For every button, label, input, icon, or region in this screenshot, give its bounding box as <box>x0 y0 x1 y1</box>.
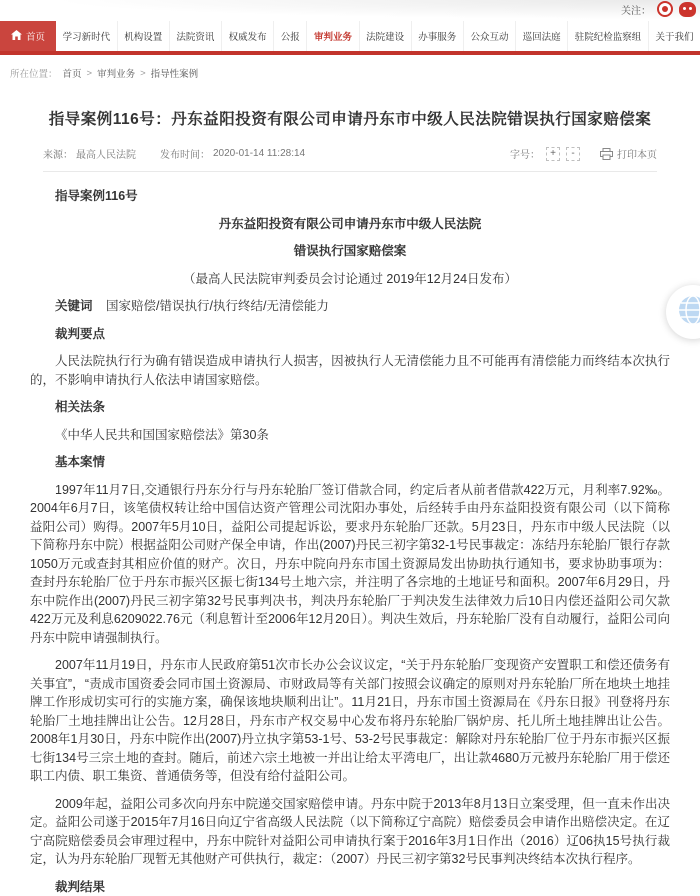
nav-item-court-construction[interactable]: 法院建设 <box>360 21 412 51</box>
follow-group <box>621 1 696 17</box>
case-number: 指导案例116号 <box>30 187 670 206</box>
nav-item-label: 首页 <box>26 29 45 43</box>
breadcrumb-separator: > <box>140 68 146 79</box>
meta-source-time <box>43 146 305 161</box>
breadcrumb-link-guiding-cases[interactable]: 指导性案例 <box>151 66 199 80</box>
printer-icon <box>600 148 613 160</box>
top-strip <box>0 0 700 21</box>
article-meta <box>43 146 657 172</box>
main-nav <box>0 21 700 55</box>
nav-item-circuit-courts[interactable]: 巡回法庭 <box>516 21 568 51</box>
article <box>0 107 700 896</box>
nav-item-study-new-era[interactable]: 学习新时代 <box>56 21 118 51</box>
font-size-label: 字号： <box>510 146 540 161</box>
meta-tools <box>510 146 657 161</box>
home-icon <box>11 30 22 43</box>
print-label: 打印本页 <box>617 146 657 161</box>
document-body <box>30 187 670 896</box>
page-title: 指导案例116号：丹东益阳投资有限公司申请丹东市中级人民法院错误执行国家赔偿案 <box>30 107 670 129</box>
basic-facts-paragraph-3: 2009年起，益阳公司多次向丹东中院递交国家赔偿申请。丹东中院于2013年8月13日立案受理，但一直未作出决定。益阳公司遂于2015年7月16日向辽宁省高级人民法院（以下简称辽宁高院）赔偿委员会申请作出赔偿决定。在辽宁高院赔偿委员会审理过程中，丹东中院针对益阳公司申请执行案于2016年3月1日作出（2016）辽06执15号执行裁定，认为丹东轮胎厂现暂无其他财产可供执行，裁定：（2007）丹民三初字第32号民事判决终结本次执行程序。 <box>30 795 670 869</box>
section-heading-basic-facts: 基本案情 <box>30 453 670 472</box>
case-title-line1: 丹东益阳投资有限公司申请丹东市中级人民法院 <box>30 215 670 234</box>
nav-item-home[interactable] <box>0 21 56 51</box>
nav-item-authoritative-release[interactable]: 权威发布 <box>222 21 274 51</box>
judgment-points-text: 人民法院执行行为确有错误造成申请执行人损害，因被执行人无清偿能力且不可能再有清偿能力而终结本次执行的，不影响申请执行人依法申请国家赔偿。 <box>30 352 670 389</box>
print-button[interactable] <box>600 146 657 161</box>
source-value: 最高人民法院 <box>76 146 136 161</box>
nav-item-organization[interactable]: 机构设置 <box>118 21 170 51</box>
breadcrumb-label: 所在位置： <box>10 66 58 80</box>
publish-time-label: 发布时间： <box>160 146 210 161</box>
breadcrumb <box>10 66 700 80</box>
case-title-line2: 错误执行国家赔偿案 <box>30 242 670 261</box>
wechat-icon[interactable] <box>679 2 696 17</box>
follow-label: 关注： <box>621 2 651 17</box>
basic-facts-paragraph-1: 1997年11月7日,交通银行丹东分行与丹东轮胎厂签订借款合同，约定后者从前者借款422万元，月利率7.92‰。2004年6月7日，该笔债权转让给中国信达资产管理公司沈阳办事处，后经转手由丹东益阳投资有限公司（以下简称益阳公司）购得。2007年5月10日，益阳公司提起诉讼，要求丹东轮胎厂还款。5月23日，丹东市中级人民法院（以下简称丹东中院）根据益阳公司财产保全申请，作出(2007)丹民三初字第32-1号民事裁定：冻结丹东轮胎厂银行存款1050万元或查封其相应价值的财产。次日，丹东中院向丹东市国土资源局发出协助执行通知书，要求协助事项为：查封丹东轮胎厂位于丹东市振兴区振七街134号土地六宗，并注明了各宗地的土地证号和面积。2007年6月29日，丹东中院作出(2007)丹民三初字第32号民事判决书，判决丹东轮胎厂于判决发生法律效力后10日内偿还益阳公司欠款422万元及利息6209022.76元（利息暂计至2006年12月20日）。判决生效后，丹东轮胎厂没有自动履行，益阳公司向丹东中院申请强制执行。 <box>30 481 670 648</box>
nav-item-gazette[interactable]: 公报 <box>274 21 307 51</box>
globe-icon <box>678 295 700 330</box>
section-heading-judgment-result: 裁判结果 <box>30 878 670 896</box>
breadcrumb-link-trial-work[interactable]: 审判业务 <box>97 66 135 80</box>
section-heading-related-law: 相关法条 <box>30 398 670 417</box>
publish-time-value: 2020-01-14 11:28:14 <box>213 148 305 159</box>
font-decrease-button[interactable]: - <box>566 147 580 161</box>
breadcrumb-link-home[interactable]: 首页 <box>63 66 82 80</box>
nav-item-court-news[interactable]: 法院资讯 <box>170 21 222 51</box>
nav-item-discipline-inspection[interactable]: 驻院纪检监察组 <box>568 21 649 51</box>
font-increase-button[interactable]: + <box>546 147 560 161</box>
keywords-value: 国家赔偿/错误执行/执行终结/无清偿能力 <box>106 299 329 313</box>
section-heading-judgment-points: 裁判要点 <box>30 325 670 344</box>
source-label: 来源： <box>43 146 73 161</box>
nav-item-trial-work[interactable]: 审判业务 <box>307 21 359 51</box>
nav-item-public-interaction[interactable]: 公众互动 <box>464 21 516 51</box>
breadcrumb-separator: > <box>87 68 93 79</box>
nav-item-about-us[interactable]: 关于我们 <box>649 21 700 51</box>
keywords-line <box>30 297 670 316</box>
basic-facts-paragraph-2: 2007年11月19日，丹东市人民政府第51次市长办公会议议定，“关于丹东轮胎厂变现资产安置职工和偿还债务有关事宜”，“责成市国资委会同市国土资源局、市财政局等有关部门按照会议确定的原则对丹东轮胎厂所在地块土地挂牌工作形成切实可行的实施方案，确保该地块顺利出让”。11月21日，丹东市国土资源局在《丹东日报》刊登将丹东轮胎厂土地挂牌出让公告。12月28日，丹东市产权交易中心发布将丹东轮胎厂锅炉房、托儿所土地挂牌出让公告。2008年1月30日，丹东中院作出(2007)丹立执字第53-1号、53-2号民事裁定：解除对丹东轮胎厂位于丹东市振兴区振七街134号三宗土地的查封。随后，前述六宗土地被一并出让给太平湾电厂，出让款4680万元被丹东轮胎厂用于偿还职工内债、职工集资、普通债务等，但没有给付益阳公司。 <box>30 656 670 786</box>
keywords-label: 关键词 <box>55 299 93 313</box>
release-note: （最高人民法院审判委员会讨论通过 2019年12月24日发布） <box>30 270 670 289</box>
weibo-icon[interactable] <box>657 1 673 17</box>
nav-item-services[interactable]: 办事服务 <box>412 21 464 51</box>
related-law-text: 《中华人民共和国国家赔偿法》第30条 <box>30 426 670 445</box>
